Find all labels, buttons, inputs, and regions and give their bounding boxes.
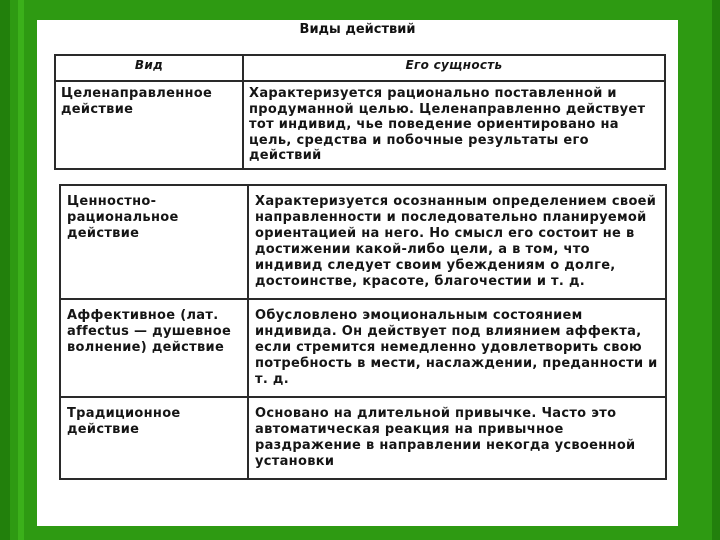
action-essence: Характеризуется осознанным определением своей направленности и последовательно планируемой ориентацией на него. Но смысл его состоит не в достижении какой-либо цели, а в том, что индивид следует своим убеждениям о долге, достоинстве, красоте, благочестии и т. д. [248,185,666,299]
slide-content [37,20,678,526]
action-type: Целенаправленное действие [55,81,243,169]
action-type: Традиционное действие [60,397,248,479]
table-row [55,81,665,169]
table-header-row [55,55,665,81]
action-essence: Обусловлено эмоциональным состоянием индивида. Он действует под влиянием аффекта, если стремится немедленно удовлетворить свою потребность в мести, наслаждении, преданности и т. д. [248,299,666,397]
actions-table-bottom [59,184,667,480]
actions-table-top [54,54,666,170]
action-type: Аффективное (лат. affectus — душевное волнение) действие [60,299,248,397]
background-stripe [18,0,24,540]
background-stripe [712,0,720,540]
page-title: Виды действий [299,22,416,37]
table-row [60,397,666,479]
header-essence: Его сущность [243,55,665,81]
action-essence: Основано на длительной привычке. Часто это автоматическая реакция на привычное раздражение в направлении некогда усвоенной установки [248,397,666,479]
table-row [60,299,666,397]
action-essence: Характеризуется рационально поставленной и продуманной целью. Целенаправленно действует тот индивид, чье поведение ориентировано на цель, средства и побочные результаты его действий [243,81,665,169]
background-stripe [0,0,10,540]
action-type: Ценностно-рациональное действие [60,185,248,299]
header-type: Вид [55,55,243,81]
table-row [60,185,666,299]
